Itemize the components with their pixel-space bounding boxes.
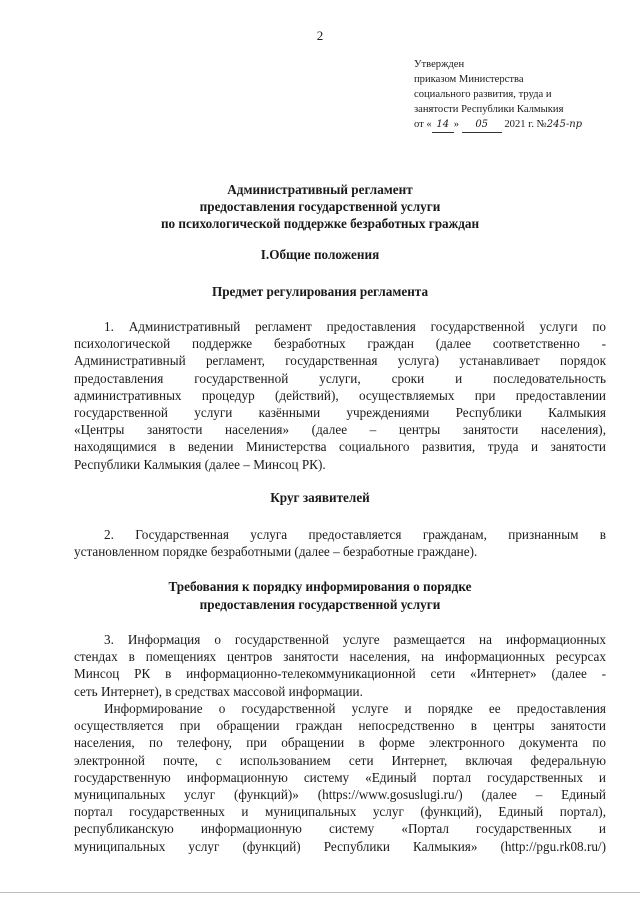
section-heading: I.Общие положения — [260, 247, 380, 262]
date-mid: » — [453, 119, 460, 130]
text-line: административных процедур (действий), осуществляемых при предоставлении — [74, 387, 606, 403]
approval-line: приказом Министерства — [414, 74, 524, 85]
text-line: осуществляется при обращении граждан непосредственно в центры занятости — [74, 718, 606, 734]
year-text: 2021 г. № — [504, 119, 547, 130]
text-line: Административный регламент, государственная услуга) устанавливает порядок — [74, 353, 606, 369]
text-line: населения, по телефону, при обращении в форме электронного документа по — [74, 735, 606, 751]
text-line: 2. Государственная услуга предоставляется гражданам, признанным в — [104, 527, 606, 542]
text-line: 3. Информация о государственной услуге размещается на информационных — [104, 632, 606, 647]
text-line: предоставления государственной услуги, сроки и последовательность — [74, 370, 606, 386]
handwritten-day: 14 — [432, 117, 454, 133]
text-line: находящимися в ведении Министерства социального развития, труда и занятости — [74, 439, 606, 455]
text-line: психологической поддержке безработных граждан (далее соответственно - — [74, 336, 606, 352]
text-line: «Центры занятости населения» (далее – центры занятости населения), — [74, 422, 606, 438]
approval-line: занятости Республики Калмыкия — [414, 104, 564, 115]
handwritten-month: 05 — [462, 117, 502, 133]
text-line: Минсоц РК в информационно-телекоммуникационной сети «Интернет» (далее - — [74, 666, 606, 682]
text-line: государственную информационную систему «Единый портал государственных и — [74, 769, 606, 785]
text-line: государственной услуги казёнными учреждениями Республики Калмыкия — [74, 404, 606, 420]
approval-date-line — [414, 117, 582, 133]
approval-line: социального развития, труда и — [414, 89, 552, 100]
text-line: муниципальных услуг (функций)» (https://www.gosuslugi.ru/) (далее – Единый — [74, 786, 606, 802]
document-title — [0, 181, 640, 232]
applicants-heading: Круг заявителей — [270, 490, 370, 505]
info-heading — [0, 578, 640, 614]
text-line: Республики Калмыкия (далее – Минсоц РК). — [74, 456, 326, 472]
text-line: Информирование о государственной услуге и порядке ее предоставления — [104, 701, 606, 716]
paragraph-4 — [74, 700, 606, 855]
page-number: 2 — [316, 28, 324, 43]
paragraph-3 — [74, 631, 606, 700]
heading-line: Требования к порядку информирования о порядке — [168, 579, 472, 594]
text-line: электронной почте, с использованием сети Интернет, включая федеральную — [74, 752, 606, 768]
text-line: установленном порядке безработными (далее – безработные граждане). — [74, 544, 478, 560]
handwritten-number: 245-пр — [546, 119, 583, 130]
title-line: Административный регламент — [227, 182, 413, 197]
approval-line: Утвержден — [414, 59, 465, 70]
text-line: сеть Интернет), в средствах массовой информации. — [74, 683, 363, 699]
scan-edge-divider — [0, 892, 640, 893]
text-line: портал государственных и муниципальных услуг (функций), Единый портал), — [74, 804, 606, 820]
text-line: 1. Административный регламент предоставления государственной услуги по — [104, 319, 606, 334]
title-line: предоставления государственной услуги — [199, 199, 441, 214]
paragraph-2 — [74, 526, 606, 560]
approval-stamp — [414, 57, 582, 133]
text-line: республиканскую информационную систему «Портал государственных и — [74, 821, 606, 837]
subject-heading: Предмет регулирования регламента — [211, 284, 429, 299]
date-prefix: от « — [414, 119, 432, 130]
text-line: муниципальных услуг (функций) Республики Калмыкия» (http://pgu.rk08.ru/) — [74, 838, 606, 854]
title-line: по психологической поддержке безработных граждан — [160, 216, 480, 231]
paragraph-1 — [74, 318, 606, 473]
heading-line: предоставления государственной услуги — [199, 597, 441, 612]
text-line: стендах в помещениях центров занятости населения, на информационных ресурсах — [74, 649, 606, 665]
